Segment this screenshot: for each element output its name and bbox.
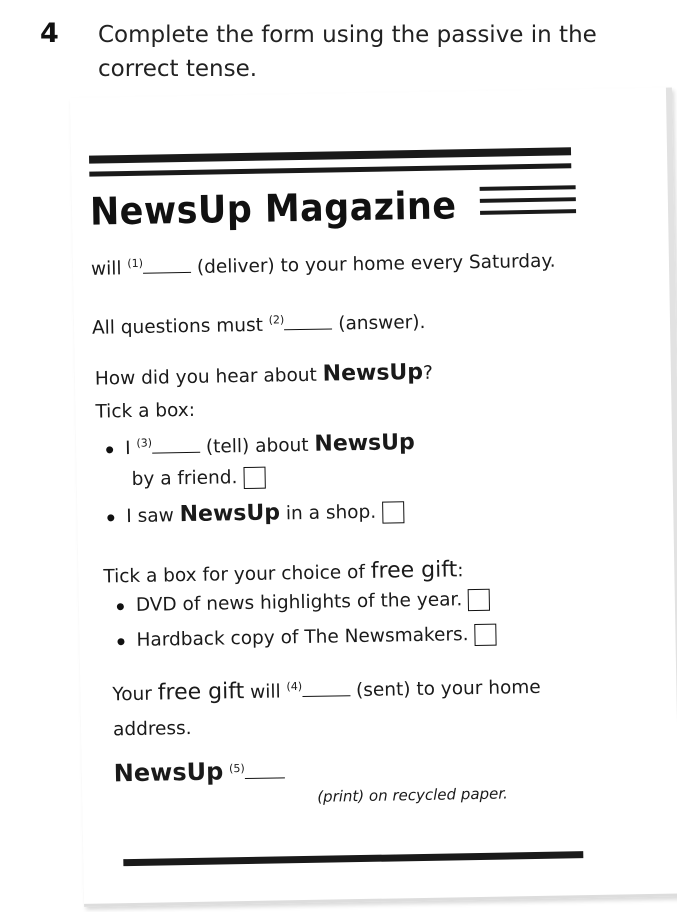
brand-name: NewsUp [113, 757, 224, 788]
text: Tick a box for your choice of [103, 561, 366, 588]
text: All questions must [91, 314, 264, 339]
brand-name: NewsUp [314, 430, 416, 457]
text: Hardback copy of The Newsmakers. [136, 624, 469, 651]
text: (sent) to your home [355, 676, 541, 702]
text: I [124, 437, 131, 460]
blank-number: (5) [229, 761, 245, 776]
gift-option-1 [117, 589, 491, 618]
bullet-icon [117, 638, 124, 645]
question-1 [91, 250, 556, 280]
answer-blank-4[interactable] [302, 681, 350, 697]
text: will [90, 258, 122, 280]
instruction-line-2: correct tense. [98, 56, 258, 82]
header-rule [89, 147, 571, 163]
text: (deliver) to your home every Saturday. [196, 250, 556, 278]
text: Your [112, 683, 153, 706]
bullet-icon [106, 446, 113, 453]
tick-a-box-label: Tick a box: [95, 399, 196, 423]
title-rule [480, 185, 576, 191]
answer-blank-3[interactable] [152, 438, 200, 454]
text: free gift [157, 679, 245, 706]
text: I saw [126, 505, 174, 528]
answer-blank-1[interactable] [143, 258, 191, 274]
question-2 [92, 311, 426, 339]
checkbox-friend[interactable] [243, 467, 265, 489]
option-1-line-2 [131, 467, 265, 491]
text: (answer). [338, 311, 426, 335]
text: : [457, 560, 464, 582]
exercise-number: 4 [40, 18, 59, 49]
text: DVD of news highlights of the year. [135, 589, 463, 616]
blank-number: (3) [136, 436, 153, 450]
checkbox-hardback[interactable] [474, 624, 496, 646]
option-2 [107, 498, 404, 528]
text: ? [422, 362, 434, 384]
instruction-line-1: Complete the form using the passive in the [98, 22, 597, 48]
gift-question [103, 557, 464, 588]
bullet-icon [117, 603, 124, 610]
text: in a shop. [285, 501, 377, 525]
question-4 [112, 674, 541, 706]
answer-blank-5[interactable] [245, 763, 285, 779]
checkbox-shop[interactable] [382, 501, 404, 523]
brand-name: NewsUp [322, 359, 424, 387]
magazine-form [70, 87, 677, 906]
title-rule [480, 197, 576, 203]
hear-question [95, 360, 433, 391]
text: How did you hear about [94, 364, 317, 390]
header-rule [89, 163, 571, 176]
blank-number: (1) [127, 256, 144, 271]
blank-number: (2) [268, 313, 285, 327]
magazine-title: NewsUp Magazine [89, 183, 457, 234]
text: will [249, 681, 281, 703]
option-1 [106, 430, 415, 460]
text: free gift [370, 557, 458, 584]
text: (tell) about [205, 434, 309, 458]
gift-option-2 [117, 624, 496, 653]
footer-rule [123, 851, 583, 866]
bullet-icon [107, 514, 114, 521]
checkbox-dvd[interactable] [468, 589, 490, 611]
title-rule [480, 209, 576, 215]
brand-name: NewsUp [179, 500, 281, 528]
question-5 [114, 756, 285, 787]
question-5-suffix: (print) on recycled paper. [317, 784, 509, 806]
answer-blank-2[interactable] [284, 315, 332, 331]
blank-number: (4) [286, 679, 303, 694]
question-4-line-2: address. [112, 717, 192, 741]
text: by a friend. [131, 467, 238, 490]
